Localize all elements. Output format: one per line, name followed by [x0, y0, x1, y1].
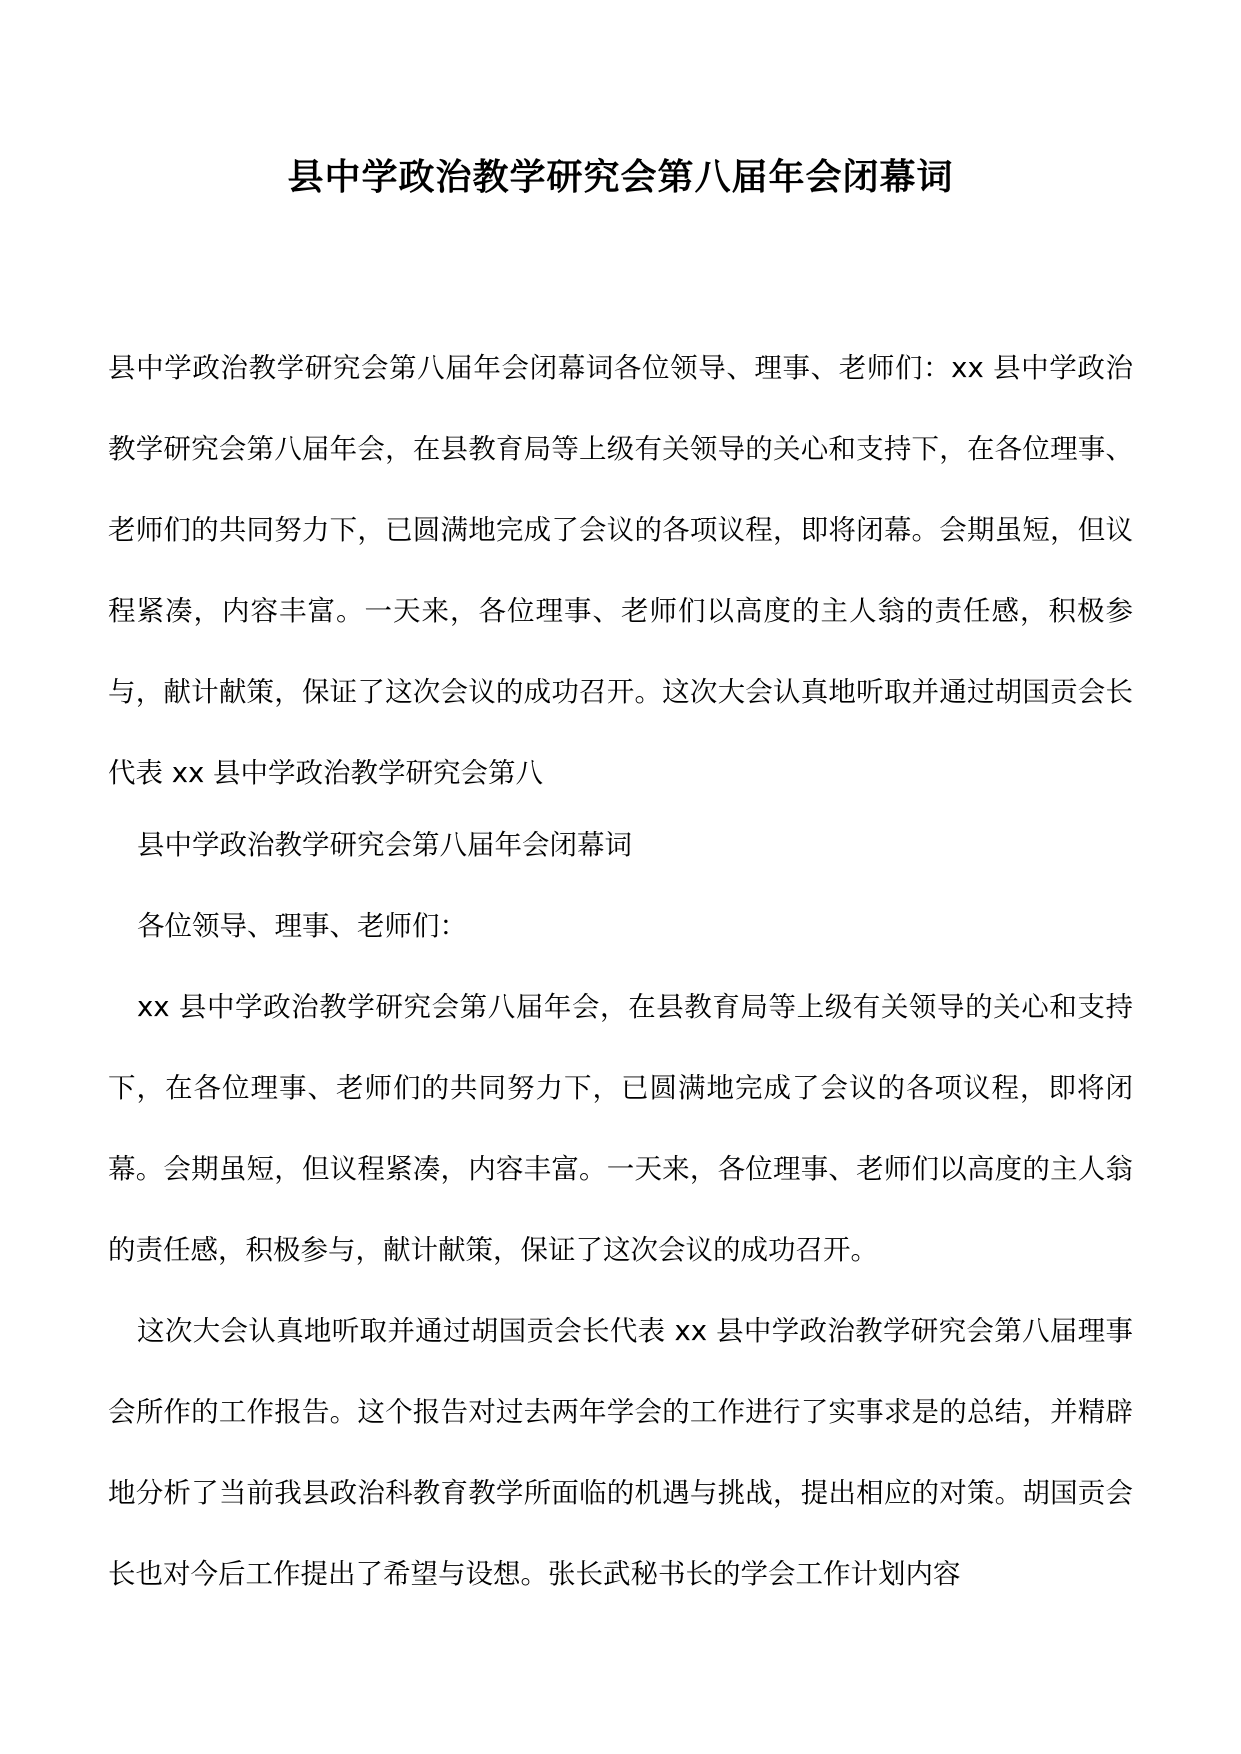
body-paragraph: 这次大会认真地听取并通过胡国贡会长代表 xx 县中学政治教学研究会第八届理事会所作的工作报告。这个报告对过去两年学会的工作进行了实事求是的总结，并精辟地分析了当前我县政治科教育教学所面临的机遇与挑战，提出相应的对策。胡国贡会长也对今后工作提出了希望与设想。张长武秘书长的学会工作计划内容	[108, 1315, 1133, 1590]
intro-paragraph: 县中学政治教学研究会第八届年会闭幕词各位领导、理事、老师们：xx 县中学政治教学研究会第八届年会，在县教育局等上级有关领导的关心和支持下，在各位理事、老师们的共同努力下，已圆满地完成了会议的各项议程，即将闭幕。会期虽短，但议程紧凑，内容丰富。一天来，各位理事、老师们以高度的主人翁的责任感，积极参与，献计献策，保证了这次会议的成功召开。这次大会认真地听取并通过胡国贡会长代表 xx 县中学政治教学研究会第八	[108, 352, 1133, 789]
body-paragraph: xx 县中学政治教学研究会第八届年会，在县教育局等上级有关领导的关心和支持下，在各位理事、老师们的共同努力下，已圆满地完成了会议的各项议程，即将闭幕。会期虽短，但议程紧凑，内容丰富。一天来，各位理事、老师们以高度的主人翁的责任感，积极参与，献计献策，保证了这次会议的成功召开。	[108, 991, 1133, 1266]
sub-title: 县中学政治教学研究会第八届年会闭幕词	[137, 829, 632, 861]
salutation: 各位领导、理事、老师们：	[137, 910, 467, 942]
document-title: 县中学政治教学研究会第八届年会闭幕词	[287, 156, 954, 198]
